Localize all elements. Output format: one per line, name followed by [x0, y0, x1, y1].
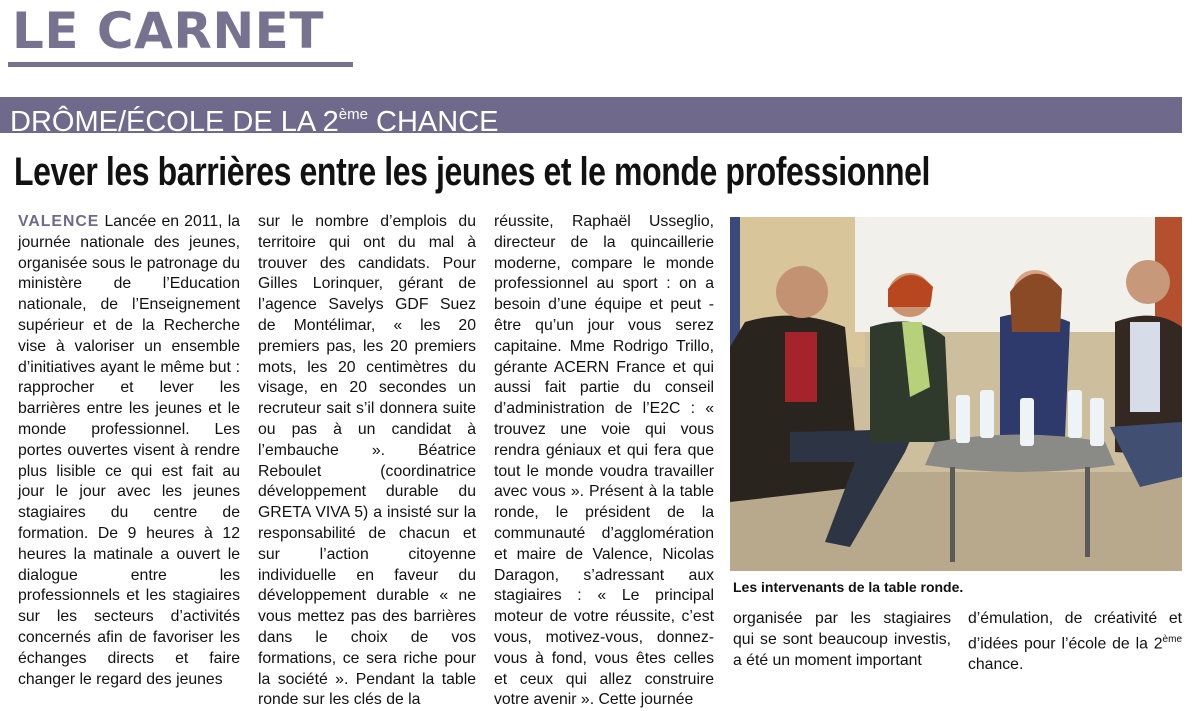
masthead-title: LE CARNET — [12, 2, 324, 60]
column-4-text: organisée par les stagiaires qui se sont beaucoup investis, a été un moment important — [733, 610, 951, 669]
article-headline: Lever les barrières entre les jeunes et le monde professionnel — [14, 150, 931, 194]
round-table-photo — [730, 217, 1182, 571]
section-label: DRÔME/ÉCOLE DE LA 2ème CHANCE — [10, 106, 499, 138]
masthead-underline — [8, 62, 353, 67]
column-3-text: réussite, Raphaël Usseglio, directeur de la quincaillerie moderne, compare le monde professionnel au sport : on a besoin d’une équipe et peut - être qu’un jour vous serez capitaine. Mme Rodrigo Trillo, gérante ACERN France et qui aussi fait partie du conseil d’administration de l’E2C : « trouvez une voie qui vous rendra géniaux et qui fera que tout le monde voudra travailler avec vous ». Présent à la table ronde, le président de la communauté d’agglomération et maire de Valence, Nicolas Daragon, s’adressant aux stagiaires : « Le principal moteur de votre réussite, c’est vous, motivez-vous, donnez-vous à fond, vous êtes celles et ceux qui allez construire votre avenir ». Cette journée — [494, 213, 714, 709]
column-5-text: d’émulation, de créativité et d’idées pour l’école de la 2ème chance. — [968, 610, 1182, 673]
article-column-4 — [733, 609, 951, 674]
article-column-2 — [258, 212, 476, 709]
article-column-3 — [494, 212, 714, 709]
article-column-5 — [968, 609, 1182, 674]
article-column-1 — [18, 212, 240, 688]
photo-caption: Les intervenants de la table ronde. — [733, 579, 964, 595]
dateline: VALENCE — [18, 213, 100, 230]
column-1-text: Lancée en 2011, la journée nationale des jeunes, organisée sous le patronage du ministère de l’Education nationale, de l’Enseignement supérieur et de la Recherche vise à valoriser un ensemble d’initiatives ayant le même but : rapprocher et lever les barrières entre les jeunes et le monde professionnel. Les portes ouvertes visent à rendre plus lisible ce qui est fait au jour le jour avec les jeunes stagiaires du centre de formation. De 9 heures à 12 heures la matinale a ouvert le dialogue entre les professionnels et les stagiaires sur les secteurs d’activités concernés afin de favoriser les échanges directs et faire changer le regard des jeunes — [18, 213, 240, 688]
column-2-text: sur le nombre d’emplois du territoire qui ont du mal à trouver des candidats. Pour Gilles Lorinquer, gérant de l’agence Savelys GDF Suez de Montélimar, « les 20 premiers pas, les 20 premiers mots, les 20 centimètres du visage, en 20 secondes un recruteur sait s’il donnera suite ou pas à un candidat à l’embauche ». Béatrice Reboulet (coordinatrice développement durable du GRETA VIVA 5) a insisté sur la responsabilité de chacun et sur l’action citoyenne individuelle en faveur du développement durable « ne vous mettez pas des barrières dans le choix de vos formations, ce sera riche pour la société ». Pendant la table ronde sur les clés de la — [258, 213, 476, 709]
photo-illustration — [730, 217, 1182, 571]
section-band — [0, 97, 1182, 138]
